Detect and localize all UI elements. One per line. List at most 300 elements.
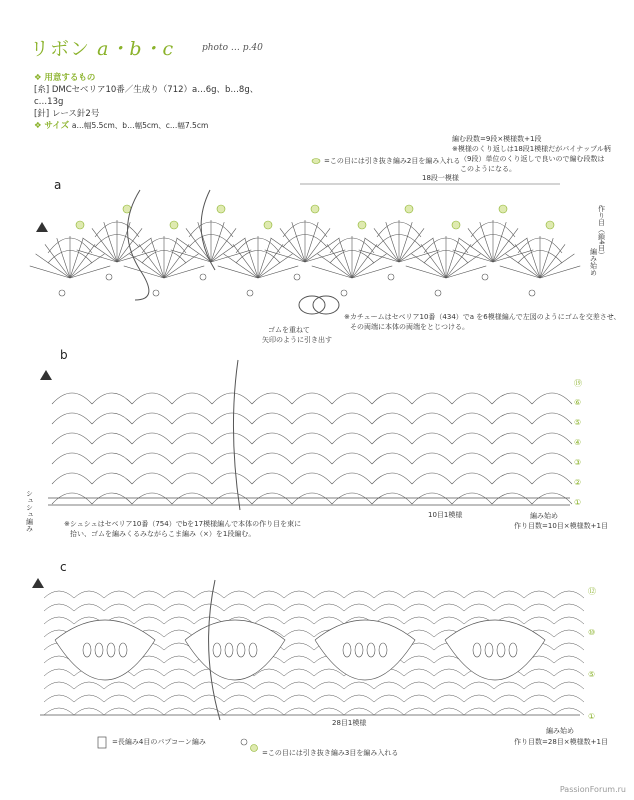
scallop-b <box>292 493 332 504</box>
scallop-c <box>404 656 434 663</box>
scallop-b <box>332 413 372 424</box>
scallop-c <box>524 617 554 624</box>
picot-legend-c-mark <box>251 745 258 752</box>
cast-on-b: 作り目数=10目×模様数+1目 <box>514 522 608 530</box>
fan-stitch-a <box>164 266 204 278</box>
scallop-c <box>104 708 134 715</box>
scallop-c <box>164 695 194 702</box>
c-row-label: ⑩ <box>588 628 596 637</box>
scallop-c <box>554 591 584 598</box>
scallop-c <box>164 604 194 611</box>
scallop-c <box>494 604 524 611</box>
scallop-c <box>344 604 374 611</box>
scallop-c <box>164 708 194 715</box>
scallop-c <box>284 604 314 611</box>
scallop-c <box>374 682 404 689</box>
fan-stitch-a <box>104 222 117 262</box>
scallop-b <box>412 473 452 484</box>
fan-stitch-a <box>540 266 580 278</box>
fan-stitch-a <box>352 244 377 278</box>
materials-block: ❖ 用意するもの [糸] DMCセベリア10番／生成り（712）a…6g、b…8g、 c…13g [針] レース針2号 ❖ サイズ a…幅5.5cm、b…幅5cm、c…幅7.5cm <box>34 72 294 132</box>
scallop-c <box>464 591 494 598</box>
scallop-b <box>52 393 92 404</box>
scallop-b <box>412 453 452 464</box>
fan-stitch-a <box>359 250 399 262</box>
camisole-note-2: その両端に本体の両端をとじつける。 <box>350 323 469 331</box>
scallop-c <box>404 708 434 715</box>
pineapple-c <box>55 620 155 680</box>
fan-stitch-a <box>374 228 399 262</box>
fan-stitch-a <box>446 266 486 278</box>
size-line: a…幅5.5cm、b…幅5cm、c…幅7.5cm <box>71 121 209 130</box>
scallop-b <box>252 413 292 424</box>
b-row-label: ① <box>574 498 582 507</box>
scallop-c <box>464 604 494 611</box>
popcorn-note: =長編み4目のパプコーン編み <box>112 738 206 746</box>
scallop-b <box>52 493 92 504</box>
scallop-c <box>134 604 164 611</box>
scallop-c <box>194 695 224 702</box>
materials-heading: 用意するもの <box>44 73 96 83</box>
picot-marker-a <box>499 205 507 213</box>
fan-stitch-a <box>312 266 352 278</box>
scallop-c <box>254 591 284 598</box>
needle-line: [針] レース針2号 <box>34 109 100 119</box>
b-row-label: ⑤ <box>574 418 582 427</box>
scallop-c <box>464 695 494 702</box>
scallop-b <box>412 413 452 424</box>
start-marker-a <box>36 222 48 232</box>
picot-marker-a <box>358 221 366 229</box>
picot-a <box>59 290 65 296</box>
scallop-c <box>554 682 584 689</box>
picot-marker-a <box>546 221 554 229</box>
scallop-c <box>104 591 134 598</box>
rubber-note-1: ゴムを重ねて <box>268 326 310 334</box>
fan-stitch-a <box>339 238 352 278</box>
fan-stitch-a <box>211 222 224 262</box>
scallop-b <box>172 493 212 504</box>
scallop-c <box>404 669 434 676</box>
scallop-c <box>314 695 344 702</box>
scallop-c <box>404 617 434 624</box>
scallop-b <box>212 453 252 464</box>
scallop-c <box>284 617 314 624</box>
fan-stitch-a <box>70 266 110 278</box>
picot-marker-a <box>217 205 225 213</box>
scallop-b <box>492 453 532 464</box>
band-b-area <box>48 380 568 498</box>
scallop-b <box>252 433 292 444</box>
fan-stitch-a <box>164 238 177 278</box>
fan-stitch-a <box>453 250 493 262</box>
break-line-a <box>128 190 149 300</box>
scallop-c <box>164 682 194 689</box>
scallop-b <box>252 473 292 484</box>
start-label-a: 編み始め <box>589 248 598 276</box>
scallop-c <box>224 695 254 702</box>
scallop-c <box>554 617 584 624</box>
picot-a <box>529 290 535 296</box>
picot-a <box>341 290 347 296</box>
scallop-c <box>524 682 554 689</box>
scallop-b <box>52 473 92 484</box>
scallop-b <box>212 493 252 504</box>
scallop-c <box>494 591 524 598</box>
fan-stitch-a <box>446 238 459 278</box>
scallop-c <box>434 695 464 702</box>
fan-stitch-a <box>493 222 506 262</box>
repeat-label-c: 28目1模様 <box>332 719 367 727</box>
scallop-c <box>464 682 494 689</box>
fan-stitch-a <box>421 244 446 278</box>
scallop-b <box>372 473 412 484</box>
fan-stitch-a <box>70 254 104 278</box>
scallop-c <box>434 604 464 611</box>
scallop-c <box>524 695 554 702</box>
scallop-c <box>494 708 524 715</box>
fan-stitch-a <box>540 238 553 278</box>
scallop-c <box>74 591 104 598</box>
scallop-c <box>74 604 104 611</box>
scallop-c <box>284 643 314 650</box>
scallop-b <box>452 493 492 504</box>
scallop-c <box>404 682 434 689</box>
scallop-b <box>92 433 132 444</box>
scallop-b <box>372 393 412 404</box>
fan-stitch-a <box>305 250 345 262</box>
scallop-c <box>524 604 554 611</box>
scallop-b <box>412 493 452 504</box>
scallop-c <box>164 591 194 598</box>
fan-stitch-a <box>92 228 117 262</box>
scallop-c <box>524 591 554 598</box>
scallop-c <box>254 682 284 689</box>
scallop-c <box>404 591 434 598</box>
fan-stitch-a <box>399 250 439 262</box>
scallop-b <box>292 433 332 444</box>
scallop-c <box>104 682 134 689</box>
picot-marker-a <box>405 205 413 213</box>
b-row-label: ④ <box>574 438 582 447</box>
scallop-c <box>254 695 284 702</box>
scallop-c <box>74 682 104 689</box>
scallop-c <box>314 591 344 598</box>
scallop-c <box>284 656 314 663</box>
scallop-b <box>532 493 572 504</box>
fan-stitch-a <box>352 254 386 278</box>
scallop-b <box>92 493 132 504</box>
fan-stitch-a <box>258 244 283 278</box>
scallop-b <box>332 393 372 404</box>
scallop-c <box>314 682 344 689</box>
scallop-b <box>372 453 412 464</box>
scallop-b <box>92 393 132 404</box>
fan-stitch-a <box>399 228 424 262</box>
scallop-b <box>332 493 372 504</box>
picot-marker-a <box>76 221 84 229</box>
picot-a <box>388 274 394 280</box>
start-marker-b <box>40 370 52 380</box>
pineapple-c <box>315 620 415 680</box>
camisole-note-1: ※カチュームはセベリア10番（434）でa を6模様編んで左図のようにゴムを交差させ、 <box>344 313 621 321</box>
fan-stitch-a <box>224 254 258 278</box>
scallop-b <box>172 393 212 404</box>
scallop-c <box>524 669 554 676</box>
scallop-c <box>284 708 314 715</box>
scallop-c <box>344 695 374 702</box>
section-b-label: b <box>60 348 68 362</box>
fan-stitch-a <box>446 244 471 278</box>
watermark: PassionForum.ru <box>559 785 626 794</box>
scallop-c <box>554 604 584 611</box>
scallop-c <box>554 695 584 702</box>
scallop-b <box>212 393 252 404</box>
scallop-c <box>374 695 404 702</box>
picot-a <box>106 274 112 280</box>
scallop-c <box>44 604 74 611</box>
scallop-b <box>492 413 532 424</box>
cast-on-c: 作り目数=28目×模様数+1目 <box>514 738 608 746</box>
rows-note-1: 編む段数=9段×模様数+1段 <box>452 135 542 143</box>
fan-stitch-a <box>433 238 446 278</box>
fan-stitch-a <box>211 228 236 262</box>
b-row-label: ⑥ <box>574 398 582 407</box>
photo-reference: photo … p.40 <box>202 43 263 53</box>
scallop-b <box>212 433 252 444</box>
scallop-c <box>224 604 254 611</box>
scallop-c <box>284 669 314 676</box>
picot-marker-a <box>452 221 460 229</box>
picot-a <box>482 274 488 280</box>
fan-stitch-a <box>245 238 258 278</box>
scallop-c <box>254 617 284 624</box>
rubber-ring <box>299 296 325 314</box>
scallop-c <box>254 708 284 715</box>
scallop-b <box>172 453 212 464</box>
fan-stitch-a <box>500 266 540 278</box>
scallop-b <box>212 473 252 484</box>
scallop-b <box>292 393 332 404</box>
fan-stitch-a <box>480 222 493 262</box>
fan-stitch-a <box>218 266 258 278</box>
fan-stitch-a <box>399 222 412 262</box>
scallop-b <box>452 453 492 464</box>
fan-stitch-a <box>412 254 446 278</box>
scallop-c <box>374 708 404 715</box>
scallop-c <box>224 682 254 689</box>
size-heading: サイズ <box>44 121 70 131</box>
scallop-c <box>464 708 494 715</box>
scallop-c <box>164 669 194 676</box>
scallop-b <box>132 393 172 404</box>
pineapple-c <box>445 620 545 680</box>
fan-stitch-a <box>515 244 540 278</box>
scallop-b <box>412 393 452 404</box>
fan-stitch-a <box>406 266 446 278</box>
scallop-b <box>452 473 492 484</box>
scallop-c <box>104 695 134 702</box>
start-label-b: 編み始め <box>530 512 558 520</box>
scallop-c <box>284 591 314 598</box>
scallop-c <box>194 708 224 715</box>
picot-marker-a <box>264 221 272 229</box>
yarn-line: [糸] DMCセベリア10番／生成り（712）a…6g、b…8g、 <box>34 85 259 95</box>
scallop-c <box>434 682 464 689</box>
scallop-c <box>554 630 584 637</box>
b-row-label: ② <box>574 478 582 487</box>
scallop-b <box>92 453 132 464</box>
scallop-b <box>132 413 172 424</box>
scallop-c <box>44 695 74 702</box>
rubber-note-2: 矢印のように引き出す <box>262 336 332 344</box>
title-abc: a・b・c <box>97 38 175 60</box>
fan-stitch-a <box>151 238 164 278</box>
scallop-b <box>332 433 372 444</box>
scallop-b <box>52 453 92 464</box>
scallop-c <box>314 708 344 715</box>
scallop-c <box>404 604 434 611</box>
scallop-b <box>132 473 172 484</box>
scallop-c <box>134 617 164 624</box>
scallop-c <box>44 617 74 624</box>
scallop-c <box>194 604 224 611</box>
scallop-c <box>74 708 104 715</box>
chouchou-note-1: ※シュシュはセベリア10番（754）でbを17模様編んで本体の作り目を束に <box>64 520 302 528</box>
picot-marker-a <box>170 221 178 229</box>
fan-stitch-a <box>70 244 95 278</box>
fan-stitch-a <box>198 222 211 262</box>
scallop-c <box>284 630 314 637</box>
scallop-b <box>212 413 252 424</box>
scallop-c <box>104 604 134 611</box>
scallop-b <box>132 453 172 464</box>
scallop-c <box>134 708 164 715</box>
scallop-c <box>374 604 404 611</box>
scallop-c <box>554 643 584 650</box>
fan-stitch-a <box>352 266 392 278</box>
scallop-c <box>224 591 254 598</box>
scallop-c <box>404 695 434 702</box>
c-row-label: ① <box>588 712 596 721</box>
scallop-c <box>434 708 464 715</box>
picot-legend-c <box>241 739 247 745</box>
scallop-c <box>434 669 464 676</box>
fan-stitch-a <box>258 266 298 278</box>
scallop-b <box>292 413 332 424</box>
fan-stitch-a <box>527 238 540 278</box>
scallop-c <box>494 682 524 689</box>
start-label-a2: 作り目（鎖4目） <box>597 205 606 259</box>
scallop-b <box>492 473 532 484</box>
scallop-c <box>524 708 554 715</box>
fan-stitch-a <box>30 266 70 278</box>
fan-stitch-a <box>352 238 365 278</box>
section-c-label: c <box>60 560 67 574</box>
scallop-b <box>52 413 92 424</box>
scallop-b <box>132 433 172 444</box>
picot-note-c: =この目には引き抜き編み3目を編み入れる <box>262 749 399 757</box>
scallop-c <box>134 695 164 702</box>
picot-note-a: =この目には引き抜き編み2目を編み入れる <box>324 157 461 165</box>
scallop-b <box>372 413 412 424</box>
rows-note-2: ※模様のくり返しは18段1模様だがパイナップル柄 <box>452 145 611 153</box>
break-line-b <box>233 360 240 510</box>
picot-legend-a <box>312 159 320 164</box>
scallop-b <box>532 433 572 444</box>
fan-stitch-a <box>318 254 352 278</box>
scallop-c <box>344 708 374 715</box>
scallop-c <box>134 669 164 676</box>
break-line-a <box>201 190 215 270</box>
scallop-c <box>344 682 374 689</box>
picot-a <box>435 290 441 296</box>
scallop-b <box>172 413 212 424</box>
fan-stitch-a <box>164 254 198 278</box>
scallop-c <box>224 708 254 715</box>
fan-stitch-a <box>139 244 164 278</box>
fan-stitch-a <box>211 250 251 262</box>
scallop-c <box>494 695 524 702</box>
scallop-b <box>52 433 92 444</box>
scallop-b <box>532 413 572 424</box>
fan-stitch-a <box>468 228 493 262</box>
b-row-label: ③ <box>574 458 582 467</box>
scallop-c <box>434 591 464 598</box>
scallop-b <box>252 493 292 504</box>
chouchou-note-2: 拾い、ゴムを編みくるみながらこま編み（×）を1段編む。 <box>70 530 256 538</box>
fan-stitch-a <box>77 250 117 262</box>
start-label-c: 編み始め <box>546 727 574 735</box>
rows-note-4: このようになる。 <box>460 165 516 173</box>
fan-stitch-a <box>305 222 318 262</box>
fan-stitch-a <box>292 222 305 262</box>
scallop-c <box>374 591 404 598</box>
fan-stitch-a <box>117 250 157 262</box>
picot-a <box>200 274 206 280</box>
scallop-c <box>434 617 464 624</box>
fan-stitch-a <box>280 228 305 262</box>
fan-stitch-a <box>305 228 330 262</box>
start-marker-c <box>32 578 44 588</box>
section-a-label: a <box>54 178 62 192</box>
scallop-c <box>44 708 74 715</box>
fan-stitch-a <box>45 244 70 278</box>
scallop-b <box>132 493 172 504</box>
scallop-b <box>172 473 212 484</box>
scallop-c <box>254 604 284 611</box>
scallop-c <box>74 695 104 702</box>
scallop-c <box>164 630 194 637</box>
scallop-c <box>134 682 164 689</box>
scallop-b <box>292 473 332 484</box>
rubber-ring <box>313 296 339 314</box>
scallop-b <box>452 413 492 424</box>
fan-stitch-a <box>493 228 518 262</box>
scallop-c <box>44 669 74 676</box>
scallop-c <box>284 682 314 689</box>
scallop-b <box>532 453 572 464</box>
chouchou-side-label: シュシュ編み <box>25 490 34 532</box>
fan-stitch-a <box>506 254 540 278</box>
scallop-c <box>194 682 224 689</box>
scallop-c <box>194 591 224 598</box>
scallop-c <box>134 591 164 598</box>
scallop-b <box>292 453 332 464</box>
repeat-label-b: 10目1模様 <box>428 511 463 519</box>
scallop-b <box>492 393 532 404</box>
b-row-label: ⑲ <box>574 379 582 388</box>
